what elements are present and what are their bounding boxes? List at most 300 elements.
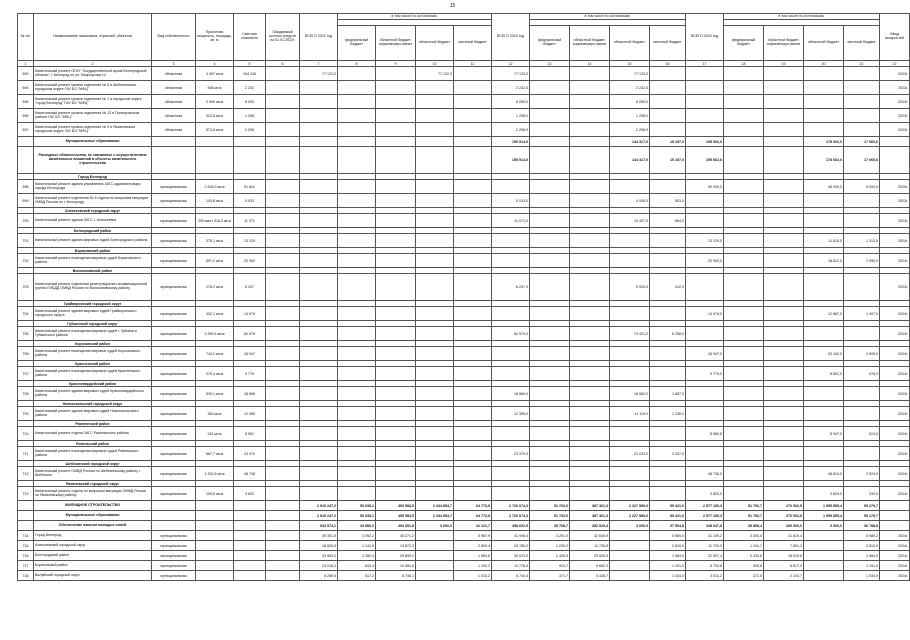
- value-cell: [570, 214, 610, 228]
- value-cell: [570, 407, 610, 421]
- estimated-cost: 13 129: [234, 234, 266, 248]
- capacity: 539,1 кв.м: [196, 387, 234, 401]
- value-cell: [686, 447, 724, 461]
- total-row: [18, 511, 910, 521]
- commission-year: 2024г.: [880, 234, 910, 248]
- value-cell: 30 023,0: [492, 551, 530, 561]
- column-number: 8: [338, 61, 376, 67]
- value-cell: [764, 387, 804, 401]
- value-cell: 74 321,0: [610, 327, 650, 341]
- header-regional-cofin: областной бюджет, софинансиро-вание: [376, 26, 416, 61]
- value-cell: [724, 487, 764, 501]
- value-cell: [338, 109, 376, 123]
- value-cell: [530, 147, 570, 174]
- table-row: [18, 561, 910, 571]
- value-cell: [376, 487, 416, 501]
- value-cell: [416, 367, 454, 381]
- estimated-cost: 14 074: [234, 307, 266, 321]
- commission-year: 2023г.: [880, 194, 910, 208]
- capacity: 143,8 кв.м: [196, 194, 234, 208]
- value-cell: 64 773,9: [454, 511, 492, 521]
- value-cell: 144 317,0: [610, 137, 650, 147]
- value-cell: [686, 109, 724, 123]
- capacity: 242 кв.м: [196, 427, 234, 441]
- value-cell: 15 785,0: [492, 541, 530, 551]
- value-cell: [376, 67, 416, 81]
- value-cell: [650, 95, 686, 109]
- value-cell: [844, 214, 880, 228]
- value-cell: [686, 407, 724, 421]
- value-cell: 33 963,2: [300, 551, 338, 561]
- value-cell: 1 298,0: [492, 109, 530, 123]
- commission-year: 2023г.: [880, 123, 910, 137]
- value-cell: [724, 407, 764, 421]
- row-number: [18, 511, 34, 521]
- estimated-cost: 5 033: [234, 194, 266, 208]
- value-cell: [416, 137, 454, 147]
- value-cell: 517,2: [338, 571, 376, 581]
- value-cell: [530, 387, 570, 401]
- commission-year: 2025г.: [880, 180, 910, 194]
- estimated-cost: 8 000: [234, 95, 266, 109]
- ownership: муниципальная: [152, 447, 196, 461]
- capacity: 2 000 кв.м: [196, 95, 234, 109]
- remaining-funds: [266, 447, 300, 461]
- value-cell: 312,0: [650, 274, 686, 301]
- value-cell: [338, 487, 376, 501]
- capacity: 573,8 кв.м: [196, 123, 234, 137]
- estimated-cost: 2 296: [234, 123, 266, 137]
- object-name: Капитальный ремонт здания мировых судей Белгородского района: [34, 234, 152, 248]
- value-cell: 8 258,0: [650, 327, 686, 341]
- value-cell: 22 937,4: [686, 551, 724, 561]
- table-row: [18, 407, 910, 421]
- value-cell: 25 520,5: [570, 551, 610, 561]
- value-cell: [724, 387, 764, 401]
- column-number: 18: [724, 61, 764, 67]
- value-cell: 8 560,6: [686, 427, 724, 441]
- value-cell: [764, 147, 804, 174]
- header-regional-cofin: областной бюджет, софинансиро-вание: [764, 26, 804, 61]
- value-cell: 10 407,0: [610, 214, 650, 228]
- value-cell: [650, 427, 686, 441]
- value-cell: [454, 487, 492, 501]
- page-number: 15: [449, 3, 456, 9]
- table-row: [18, 214, 910, 228]
- estimated-cost: [234, 541, 266, 551]
- commission-year: 2024г.: [880, 367, 910, 381]
- value-cell: [686, 81, 724, 95]
- value-cell: 21 819,4: [764, 531, 804, 541]
- ownership: муниципальная: [152, 327, 196, 341]
- value-cell: 270 932,5: [764, 511, 804, 521]
- column-number: 11: [454, 61, 492, 67]
- value-cell: 5 987,9: [454, 531, 492, 541]
- value-cell: 12 667,0: [804, 307, 844, 321]
- commission-year: [880, 137, 910, 147]
- capacity: 178,2 кв.м: [196, 274, 234, 301]
- value-cell: [764, 214, 804, 228]
- column-number: 1: [18, 61, 34, 67]
- capacity: [196, 501, 234, 511]
- value-cell: [610, 254, 650, 268]
- commission-year: 2023г.: [880, 407, 910, 421]
- value-cell: 14 872,3: [376, 541, 416, 551]
- value-cell: [650, 123, 686, 137]
- value-cell: [724, 81, 764, 95]
- value-cell: 11 735,8: [570, 541, 610, 551]
- column-number: 19: [764, 61, 804, 67]
- value-cell: 459 583,5: [376, 511, 416, 521]
- value-cell: 3 000,0: [610, 521, 650, 531]
- value-cell: [804, 327, 844, 341]
- ownership: муниципальная: [152, 427, 196, 441]
- object-name: Капитальный ремонт здания мировых судей Грайворонского городского округа: [34, 307, 152, 321]
- value-cell: [844, 95, 880, 109]
- header-local: местный бюджет: [844, 26, 880, 61]
- value-cell: [764, 109, 804, 123]
- row-number: 716: [18, 551, 34, 561]
- value-cell: 2 605,0: [844, 347, 880, 361]
- value-cell: 20 902,0: [686, 254, 724, 268]
- header-capacity: Проектная мощность, площадь, кв. м: [196, 14, 234, 61]
- value-cell: [492, 427, 530, 441]
- value-cell: 18 519,8: [764, 551, 804, 561]
- estimated-cost: 91 641: [234, 180, 266, 194]
- value-cell: [610, 531, 650, 541]
- investment-table: [17, 13, 910, 581]
- value-cell: [844, 194, 880, 208]
- commission-year: 2024г.: [880, 531, 910, 541]
- value-cell: 2 919 247,2: [300, 501, 338, 511]
- header-name: Наименование заказчиков, отраслей, объектов: [34, 14, 152, 61]
- capacity: [196, 137, 234, 147]
- value-cell: [804, 109, 844, 123]
- value-cell: 2 577 160,3: [686, 501, 724, 511]
- value-cell: 11 815,0: [804, 234, 844, 248]
- value-cell: 40 271,2: [376, 531, 416, 541]
- value-cell: 178 002,0: [804, 137, 844, 147]
- value-cell: 1 983,6: [454, 551, 492, 561]
- value-cell: [338, 367, 376, 381]
- ownership: муниципальная: [152, 531, 196, 541]
- table-row: [18, 123, 910, 137]
- value-cell: 2 726 074,3: [492, 511, 530, 521]
- row-number: 708: [18, 387, 34, 401]
- value-cell: 387 361,3: [570, 511, 610, 521]
- remaining-funds: [266, 407, 300, 421]
- value-cell: 2 726 074,3: [492, 501, 530, 511]
- section-title: Красногвардейский район: [34, 381, 152, 387]
- value-cell: [338, 254, 376, 268]
- value-cell: [610, 180, 650, 194]
- value-cell: [300, 147, 338, 174]
- estimated-cost: 11 071: [234, 214, 266, 228]
- value-cell: 371,7: [530, 571, 570, 581]
- value-cell: [454, 67, 492, 81]
- value-cell: [764, 487, 804, 501]
- value-cell: [376, 214, 416, 228]
- value-cell: [376, 407, 416, 421]
- value-cell: [338, 427, 376, 441]
- value-cell: [650, 180, 686, 194]
- value-cell: [764, 467, 804, 481]
- object-name: Капитальный ремонт здания управления ЗАГС администрации города Белгорода: [34, 180, 152, 194]
- value-cell: 1 236,0: [650, 407, 686, 421]
- value-cell: 978,0: [844, 367, 880, 381]
- value-cell: [650, 67, 686, 81]
- value-cell: 843,4: [338, 561, 376, 571]
- value-cell: 2 232,0: [492, 81, 530, 95]
- value-cell: 51 792,7: [724, 501, 764, 511]
- row-number: 713: [18, 487, 34, 501]
- value-cell: 1 984,0: [844, 551, 880, 561]
- header-regional: областной бюджет: [804, 26, 844, 61]
- value-cell: 5 000,0: [844, 180, 880, 194]
- ownership: [152, 147, 196, 174]
- value-cell: 50 000,0: [686, 180, 724, 194]
- value-cell: [610, 571, 650, 581]
- value-cell: [416, 447, 454, 461]
- ownership: [152, 501, 196, 511]
- object-name: Белгородский район: [34, 551, 152, 561]
- row-number: [18, 147, 34, 174]
- header-local: местный бюджет: [454, 26, 492, 61]
- remaining-funds: [266, 511, 300, 521]
- commission-year: 2023г.: [880, 447, 910, 461]
- capacity: [196, 571, 234, 581]
- value-cell: 1 995 855,4: [804, 501, 844, 511]
- value-cell: [724, 95, 764, 109]
- value-cell: [338, 274, 376, 301]
- value-cell: [300, 367, 338, 381]
- remaining-funds: [266, 274, 300, 301]
- object-name: Капитальный ремонт помещения мировых судей Красненского района: [34, 367, 152, 381]
- commission-year: 2024г.: [880, 347, 910, 361]
- value-cell: 534 574,1: [300, 521, 338, 531]
- value-cell: [724, 307, 764, 321]
- column-number: 21: [844, 61, 880, 67]
- value-cell: 51 703,0: [530, 511, 570, 521]
- value-cell: [764, 180, 804, 194]
- row-number: 711: [18, 447, 34, 461]
- value-cell: 1 034,0: [844, 571, 880, 581]
- column-number: 10: [416, 61, 454, 67]
- value-cell: 1 191,0: [844, 561, 880, 571]
- value-cell: [454, 254, 492, 268]
- value-cell: [376, 307, 416, 321]
- value-cell: [610, 551, 650, 561]
- value-cell: [376, 347, 416, 361]
- commission-year: 2024г.: [880, 571, 910, 581]
- value-cell: [724, 427, 764, 441]
- value-cell: [300, 487, 338, 501]
- ownership: [152, 137, 196, 147]
- value-cell: [570, 274, 610, 301]
- ownership: муниципальная: [152, 254, 196, 268]
- value-cell: 3 000,0: [804, 521, 844, 531]
- value-cell: [338, 147, 376, 174]
- value-cell: 372,5: [724, 571, 764, 581]
- value-cell: [650, 367, 686, 381]
- value-cell: [416, 147, 454, 174]
- value-cell: [724, 214, 764, 228]
- value-cell: 2 227 589,0: [610, 511, 650, 521]
- table-row: [18, 307, 910, 321]
- ownership: областная: [152, 109, 196, 123]
- ownership: муниципальная: [152, 214, 196, 228]
- row-number: 714: [18, 531, 34, 541]
- table-row: [18, 541, 910, 551]
- value-cell: [492, 180, 530, 194]
- value-cell: [338, 180, 376, 194]
- object-name: Капитальный ремонт отдела ЗАГС Ракитянского района: [34, 427, 152, 441]
- value-cell: [338, 214, 376, 228]
- value-cell: 50 035,1: [338, 501, 376, 511]
- value-cell: [570, 123, 610, 137]
- estimated-cost: 8 561: [234, 427, 266, 441]
- capacity: [196, 511, 234, 521]
- value-cell: 1 298,0: [610, 109, 650, 123]
- commission-year: [880, 501, 910, 511]
- value-cell: [416, 234, 454, 248]
- value-cell: [416, 109, 454, 123]
- value-cell: 16 982,0: [610, 387, 650, 401]
- value-cell: [338, 123, 376, 137]
- value-cell: 664,0: [650, 214, 686, 228]
- remaining-funds: [266, 551, 300, 561]
- value-cell: 2 280,4: [338, 551, 376, 561]
- value-cell: [530, 407, 570, 421]
- value-cell: [338, 347, 376, 361]
- value-cell: [338, 327, 376, 341]
- value-cell: [454, 407, 492, 421]
- value-cell: [570, 447, 610, 461]
- remaining-funds: [266, 571, 300, 581]
- value-cell: 195 062,6: [686, 147, 724, 174]
- value-cell: [530, 467, 570, 481]
- commission-year: 2024г.: [880, 541, 910, 551]
- capacity: 375,1 кв.м: [196, 234, 234, 248]
- value-cell: 13 018,2: [300, 561, 338, 571]
- value-cell: [416, 407, 454, 421]
- value-cell: 2 433,6: [724, 551, 764, 561]
- commission-year: 2023г.: [880, 214, 910, 228]
- value-cell: [650, 307, 686, 321]
- header-total-2024: ВСЕГО 2024 год: [686, 14, 724, 61]
- value-cell: [492, 307, 530, 321]
- value-cell: 2 809,4: [454, 541, 492, 551]
- value-cell: 50 035,1: [338, 511, 376, 521]
- value-cell: [454, 194, 492, 208]
- value-cell: [416, 327, 454, 341]
- value-cell: [416, 81, 454, 95]
- row-number: 704: [18, 307, 34, 321]
- value-cell: [724, 109, 764, 123]
- ownership: муниципальная: [152, 551, 196, 561]
- section-title: Красненский район: [34, 361, 152, 367]
- value-cell: 3 291,0: [530, 531, 570, 541]
- value-cell: 8 000,0: [610, 95, 650, 109]
- value-cell: [416, 541, 454, 551]
- value-cell: [454, 109, 492, 123]
- value-cell: [530, 274, 570, 301]
- object-name: Капитальный ремонт кровли отделения № 13 в Прохоровском районе ГАУ БО "МФЦ": [34, 109, 152, 123]
- value-cell: [416, 551, 454, 561]
- value-cell: [686, 95, 724, 109]
- value-cell: [686, 194, 724, 208]
- value-cell: 2 090,0: [844, 254, 880, 268]
- table-row: [18, 551, 910, 561]
- header-total-2023: ВСЕГО 2023 год: [492, 14, 530, 61]
- value-cell: [530, 109, 570, 123]
- value-cell: [416, 307, 454, 321]
- table-row: [18, 327, 910, 341]
- value-cell: [804, 551, 844, 561]
- header-commission: Ввод мощностей: [880, 14, 910, 61]
- value-cell: [764, 274, 804, 301]
- value-cell: 4 530,0: [610, 194, 650, 208]
- value-cell: 18 812,0: [804, 254, 844, 268]
- value-cell: 2 577 160,3: [686, 511, 724, 521]
- value-cell: [686, 274, 724, 301]
- object-name: Город Белгород: [34, 531, 152, 541]
- value-cell: 9 662,3: [570, 561, 610, 571]
- value-cell: 2 232,0: [610, 81, 650, 95]
- value-cell: [492, 367, 530, 381]
- value-cell: 29 699,2: [376, 551, 416, 561]
- estimated-cost: [234, 137, 266, 147]
- table-row: [18, 447, 910, 461]
- value-cell: [804, 95, 844, 109]
- table-row: [18, 180, 910, 194]
- value-cell: 8 734,8: [686, 561, 724, 571]
- object-name: Валуйский городской округ: [34, 571, 152, 581]
- header-local: местный бюджет: [650, 26, 686, 61]
- row-number: 717: [18, 561, 34, 571]
- value-cell: [416, 561, 454, 571]
- value-cell: [416, 387, 454, 401]
- estimated-cost: 26 047: [234, 347, 266, 361]
- value-cell: [610, 234, 650, 248]
- section-title: Корочанский район: [34, 341, 152, 347]
- value-cell: 503,0: [650, 194, 686, 208]
- column-number: 17: [686, 61, 724, 67]
- estimated-cost: [234, 511, 266, 521]
- value-cell: [300, 137, 338, 147]
- value-cell: [570, 194, 610, 208]
- value-cell: 11 071,0: [492, 214, 530, 228]
- section-title: Белгородский район: [34, 228, 152, 234]
- value-cell: [416, 427, 454, 441]
- header-cost: Сметная стоимость: [234, 14, 266, 61]
- value-cell: [650, 109, 686, 123]
- value-cell: 5 328,7: [570, 571, 610, 581]
- value-cell: 77 123,0: [492, 67, 530, 81]
- value-cell: [724, 447, 764, 461]
- value-cell: [300, 447, 338, 461]
- ownership: [152, 521, 196, 531]
- table-row: [18, 109, 910, 123]
- value-cell: [300, 194, 338, 208]
- header-federal: федеральный бюджет: [338, 26, 376, 61]
- remaining-funds: [266, 137, 300, 147]
- value-cell: 195 062,6: [686, 137, 724, 147]
- value-cell: [570, 467, 610, 481]
- value-cell: [454, 123, 492, 137]
- value-cell: 59 421,0: [650, 501, 686, 511]
- column-number: 13: [530, 61, 570, 67]
